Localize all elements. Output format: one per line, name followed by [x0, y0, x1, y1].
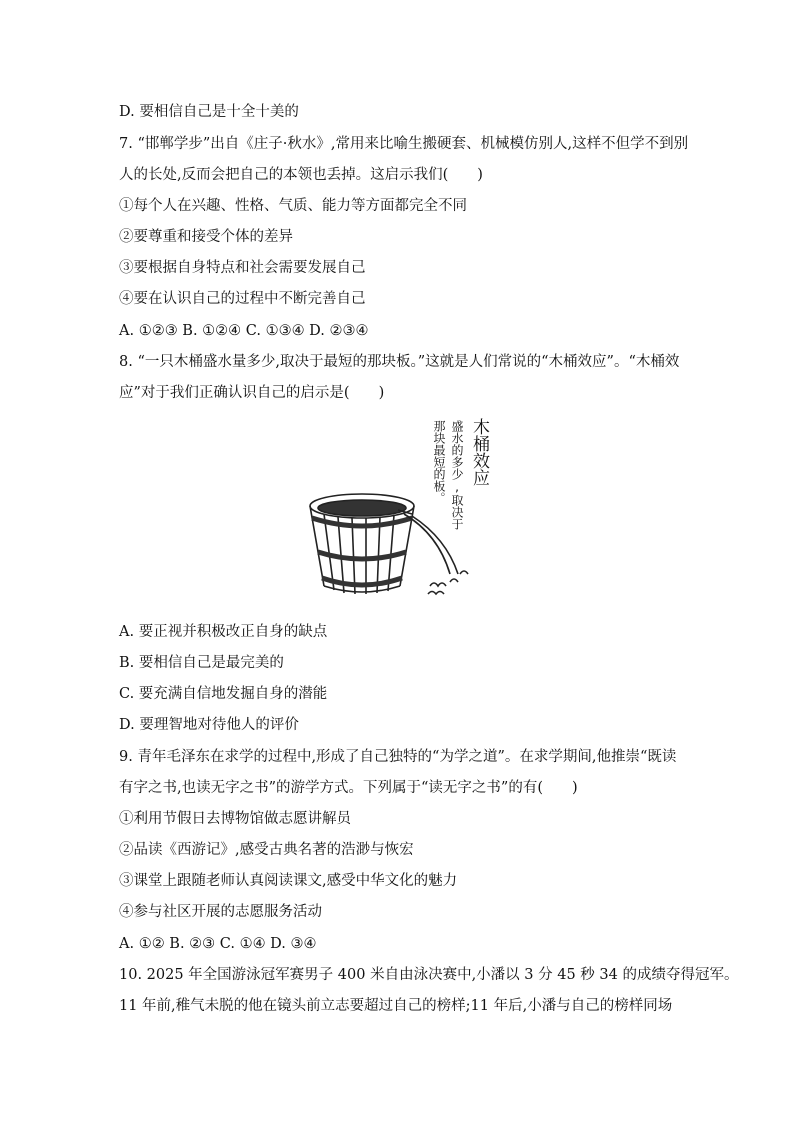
- q9-stem-line1: 9. 青年毛泽东在求学的过程中,形成了自己独特的“为学之道”。在求学期间,他推崇“既读: [119, 749, 677, 765]
- wooden-bucket-illustration: [300, 414, 490, 610]
- q7-statement-2: ②要尊重和接受个体的差异: [119, 229, 293, 245]
- q8-option-a: A. 要正视并积极改正自身的缺点: [119, 624, 328, 640]
- q7-statement-4: ④要在认识自己的过程中不断完善自己: [119, 291, 366, 307]
- q9-statement-1: ①利用节假日去博物馆做志愿讲解员: [119, 811, 351, 827]
- illustration-caption-col1: 盛水的多少,取决于: [450, 420, 464, 530]
- q9-stem-line2: 有字之书,也读无字之书”的游学方式。下列属于“读无字之书”的有( ): [119, 780, 578, 796]
- q8-option-d: D. 要理智地对待他人的评价: [119, 717, 299, 733]
- q6-option-d: D. 要相信自己是十全十美的: [119, 104, 299, 120]
- q7-choices: A. ①②③ B. ①②④ C. ①③④ D. ②③④: [119, 323, 369, 339]
- q8-stem-line1: 8. “一只木桶盛水量多少,取决于最短的那块板。”这就是人们常说的“木桶效应”。“木桶效: [119, 354, 680, 370]
- q7-statement-1: ①每个人在兴趣、性格、气质、能力等方面都完全不同: [119, 198, 467, 214]
- illustration-title: 木桶效应: [469, 418, 489, 486]
- q7-statement-3: ③要根据自身特点和社会需要发展自己: [119, 260, 366, 276]
- q8-option-c: C. 要充满自信地发掘自身的潜能: [119, 686, 328, 702]
- q10-stem-line1: 10. 2025 年全国游泳冠军赛男子 400 米自由泳决赛中,小潘以 3 分 45 秒 34 的成绩夺得冠军。: [119, 967, 739, 983]
- q8-stem-line2: 应”对于我们正确认识自己的启示是( ): [119, 385, 385, 401]
- q9-statement-4: ④参与社区开展的志愿服务活动: [119, 904, 322, 920]
- q7-stem-line2: 人的长处,反而会把自己的本领也丢掉。这启示我们( ): [119, 167, 483, 183]
- q9-choices: A. ①② B. ②③ C. ①④ D. ③④: [119, 936, 317, 952]
- q9-statement-2: ②品读《西游记》,感受古典名著的浩渺与恢宏: [119, 842, 414, 858]
- q9-statement-3: ③课堂上跟随老师认真阅读课文,感受中华文化的魅力: [119, 873, 458, 889]
- q10-stem-line2: 11 年前,稚气未脱的他在镜头前立志要超过自己的榜样;11 年后,小潘与自己的榜样同场: [119, 998, 673, 1014]
- q8-option-b: B. 要相信自己是最完美的: [119, 655, 284, 671]
- q7-stem-line1: 7. “邯郸学步”出自《庄子·秋水》,常用来比喻生搬硬套、机械模仿别人,这样不但学不到别: [119, 136, 689, 152]
- illustration-caption-col2: 那块最短的板。: [432, 420, 446, 504]
